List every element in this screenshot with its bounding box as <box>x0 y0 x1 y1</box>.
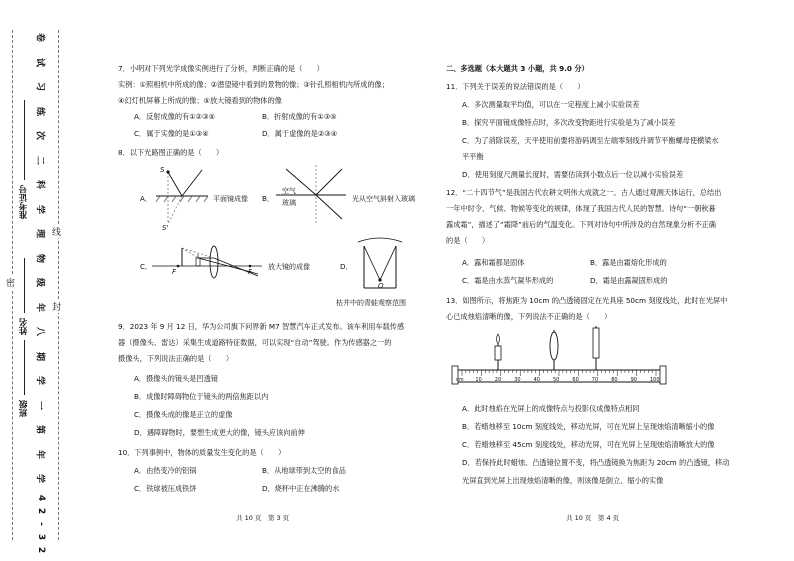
q8-label-air: 空气 <box>282 187 296 195</box>
q9-option-c[interactable]: C．摄像头成的像是正立的虚像 <box>134 410 233 419</box>
q8-label-s: S <box>160 166 165 174</box>
q8-option-a[interactable]: A． <box>140 194 153 203</box>
exam-title-char: 级 <box>34 277 45 287</box>
name-label: 姓名 <box>19 318 29 335</box>
q8-label-f-left: F <box>172 268 177 276</box>
exam-title-char: 八 <box>34 326 45 336</box>
exam-title-char: 卷 <box>34 32 45 42</box>
q7-stem: 7．小明对下列光学成像实例进行了分析，判断正确的是（ ） <box>118 64 324 73</box>
exam-title-char: 学 <box>34 204 45 214</box>
exam-title-char: 次 <box>34 130 45 140</box>
q10-option-a[interactable]: A．由热变冷的铝锅 <box>134 466 197 475</box>
q7-option-b[interactable]: B．折射成像的有①③⑤ <box>262 112 337 121</box>
exam-title-char: 习 <box>34 81 45 91</box>
q8-label-glass: 玻璃 <box>282 199 296 207</box>
q8-label-o: O <box>378 282 384 290</box>
exam-title-char: 二 <box>34 155 45 165</box>
q10-stem: 10．下列事例中，物体的质量发生变化的是（ ） <box>118 448 286 457</box>
q13-line2: 心已成烛焰清晰的像，下列说法不正确的是（ ） <box>446 312 612 321</box>
exam-number-field-line[interactable] <box>24 100 25 180</box>
seal-mi: 密 <box>6 276 15 289</box>
q11-option-c[interactable]: C．为了消除误差，天平使用前要将游码调至左端零刻线并调节平衡螺母使横梁水 <box>462 136 719 145</box>
q13-option-d-cont: 光屏直到光屏上出现烛焰清晰的像，则该像是倒立、缩小的实像 <box>462 476 664 485</box>
school-year-char: 2 <box>36 546 46 554</box>
bench-tick-label: 80 <box>611 377 618 383</box>
school-year-char: - <box>36 522 46 526</box>
q11-option-c-cont: 平平衡 <box>462 152 484 161</box>
q12-option-d[interactable]: D．霜是由露凝固形成的 <box>590 276 668 285</box>
school-year-char: 4 <box>36 494 46 502</box>
dashed-seal-line <box>58 30 59 540</box>
q11-option-a[interactable]: A．多次测量取平均值，可以在一定程度上减小实验误差 <box>462 100 640 109</box>
q12-option-b[interactable]: B．露是由霜熔化形成的 <box>590 258 667 267</box>
q9-line2: 器（摄像头、雷达）采集生成道路特征数据，可以实现“自动”驾驶。作为传感器之一的 <box>118 338 392 347</box>
seal-xian: 线 <box>52 225 61 238</box>
bench-tick-label: 20 <box>494 377 502 383</box>
q12-line3: 露成霜”，描述了“霜降”前后的气温变化。下列对诗句中所涉及的自然现象分析不正确 <box>446 220 716 229</box>
exam-title-char: 试 <box>34 57 45 67</box>
exam-title-char: 练 <box>34 106 45 116</box>
q11-option-d[interactable]: D．使用刻度尺测量长度时，需要估读到小数点后一位以减小实验误差 <box>462 170 684 179</box>
name-field-line[interactable] <box>24 258 25 313</box>
class-label: 班级 <box>19 400 29 417</box>
q8-caption-b: 光从空气斜射入玻璃 <box>352 195 415 203</box>
exam-number-label: 准考证号 <box>19 185 29 219</box>
bench-tick-label: 100 <box>650 377 660 383</box>
exam-title-char: 第 <box>34 424 45 434</box>
q12-line1: 12．“二十四节气”是我国古代农耕文明伟大成就之一。古人通过观测天体运行，总结出 <box>446 188 722 197</box>
q8-option-c[interactable]: C． <box>140 262 153 271</box>
q9-option-b[interactable]: B．成像时障碍物位于镜头的两倍焦距以内 <box>134 392 269 401</box>
q8-stem: 8．以下光路图正确的是（ ） <box>118 148 224 157</box>
q10-option-c[interactable]: C．铁球被压成铁饼 <box>134 484 197 493</box>
q8-option-b[interactable]: B． <box>262 194 275 203</box>
q13-option-c[interactable]: C．若蜡烛移至 45cm 刻度线处，移动光屏，可在光屏上呈现烛焰清晰放大的像 <box>462 440 715 449</box>
class-field-line[interactable] <box>24 340 25 395</box>
q12-line4: 的是（ ） <box>446 236 490 245</box>
q8-label-f-right: F <box>248 268 253 276</box>
exam-title-char: 期 <box>34 351 45 361</box>
q7-line1: 实例：①照相机中所成的像；②潜望镜中看到的景物的像；③针孔照相机内所成的像； <box>118 80 389 89</box>
q8-caption-d: 枯井中的青蛙观察范围 <box>336 299 406 307</box>
q7-option-d[interactable]: D．属于虚像的是②③④ <box>262 129 338 138</box>
q9-option-a[interactable]: A．摄像头的镜头是凹透镜 <box>134 374 218 383</box>
q7-option-c[interactable]: C．属于实像的是①③④ <box>134 129 209 138</box>
q11-stem: 11．下列关于误差的说法错误的是（ ） <box>446 82 585 91</box>
q13-option-a[interactable]: A．此时烛焰在光屏上的成像特点与投影仪成像特点相同 <box>462 404 640 413</box>
magnifier-diagram <box>152 240 262 280</box>
bench-tick-label: 50 <box>553 377 560 383</box>
exam-title-char: 理 <box>34 228 45 238</box>
bench-tick-label: 30 <box>514 377 521 383</box>
exam-title-char: 物 <box>34 253 45 263</box>
section-multi-choice: 二、多选题（本大题共 3 小题，共 9.0 分） <box>446 64 589 73</box>
q13-line1: 13．如图所示，将焦距为 10cm 的凸透镜固定在光具座 50cm 刻度线处，此时在光屏中 <box>446 296 728 305</box>
q8-caption-c: 放大镜的成像 <box>268 263 310 271</box>
exam-title-char: 年 <box>34 449 45 459</box>
footer-page-3: 共 10 页 第 3 页 <box>236 514 290 522</box>
seal-feng: 封 <box>52 300 61 313</box>
bench-tick-label: 70 <box>591 377 599 383</box>
q8-option-d[interactable]: D． <box>340 262 353 271</box>
q9-line3: 摄像头，下列说法正确的是（ ） <box>118 354 234 363</box>
exam-title-char: 学 <box>34 375 45 385</box>
q13-option-d[interactable]: D．若保持此时蜡烛、凸透镜位置不变，将凸透镜换为焦距为 20cm 的凸透镜，移动 <box>462 458 730 467</box>
footer-page-4: 共 10 页 第 4 页 <box>566 514 620 522</box>
q8-label-s-prime: S' <box>162 224 169 232</box>
q12-option-c[interactable]: C．霜是由水蒸气凝华形成的 <box>462 276 554 285</box>
exam-title-char: 学 <box>34 473 45 483</box>
exam-title-char: 科 <box>34 179 45 189</box>
q8-caption-a: 平面镜成像 <box>213 195 248 203</box>
school-year-char: 2 <box>36 507 46 515</box>
bench-tick-label: 40 <box>533 377 540 383</box>
q9-line1: 9．2023 年 9 月 12 日，华为公司旗下问界新 M7 智慧汽车正式发布。该车利用车载传感 <box>118 322 405 331</box>
exam-title-char: 一 <box>34 400 45 410</box>
q11-option-b[interactable]: B．探究平面镜成像特点时，多次改变物距进行实验是为了减小误差 <box>462 118 676 127</box>
q10-option-b[interactable]: B．从地球带到太空的食品 <box>262 466 346 475</box>
bench-tick-label: cm <box>456 377 464 383</box>
q12-line2: 一年中时令、气候、物候等变化的规律，体现了我国古代人民的智慧。诗句“一朝秋暮 <box>446 204 716 213</box>
exam-title-char: 年 <box>34 302 45 312</box>
q7-line2: ④幻灯机屏幕上所成的像；⑤放大镜看到的物体的像 <box>118 96 282 105</box>
q13-option-b[interactable]: B．若蜡烛移至 10cm 刻度线处，移动光屏，可在光屏上呈现烛焰清晰缩小的像 <box>462 422 715 431</box>
q12-option-a[interactable]: A．露和霜都是固体 <box>462 258 525 267</box>
bench-tick-label: 90 <box>630 377 637 383</box>
bench-tick-label: 60 <box>572 377 579 383</box>
bench-tick-label: 10 <box>475 377 482 383</box>
q9-option-d[interactable]: D．遇障碍物时，要想生成更大的像，镜头应该向前伸 <box>134 428 305 437</box>
q10-option-d[interactable]: D．烧杯中正在沸腾的水 <box>262 484 340 493</box>
q7-option-a[interactable]: A．反射成像的有①②③⑤ <box>134 112 216 121</box>
school-year-char: 3 <box>36 533 46 541</box>
